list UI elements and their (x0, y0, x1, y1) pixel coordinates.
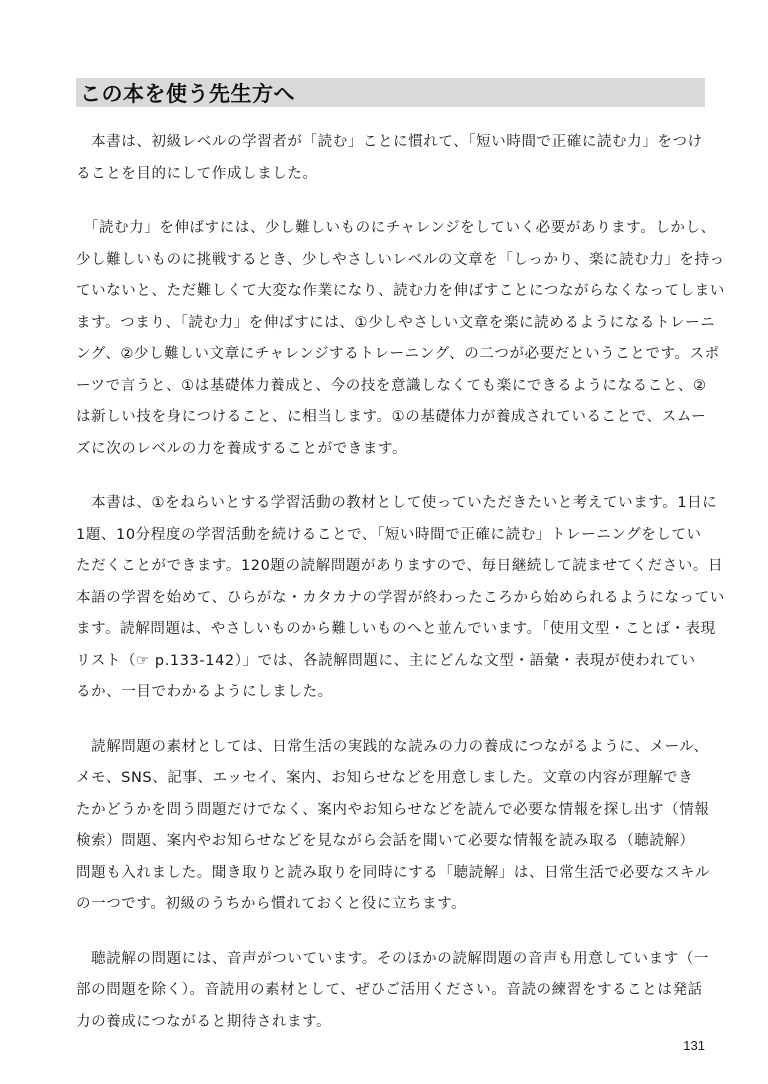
text-line: 本語の学習を始めて、ひらがな・カタカナの学習が終わったころから始められるようになってい (76, 589, 725, 606)
text-line: ます。読解問題は、やさしいものから難しいものへと並んでいます。「使用文型・ことば・表現 (76, 621, 716, 637)
text-line: リスト（☞ p.133-142）」では、各読解問題に、主にどんな文型・語彙・表現が使われてい (76, 652, 696, 669)
text-line: 「読む力」を伸ばすには、少し難しいものにチャレンジをしていく必要があります。しかし、 (76, 220, 716, 236)
text-line: たかどうかを問う問題だけでなく、案内やお知らせなどを読んで必要な情報を探し出す（情報 (76, 801, 710, 818)
paragraph-4 (76, 732, 711, 921)
text-line: 検索）問題、案内やお知らせなどを見ながら会話を聞いて必要な情報を読み取る（聴読解） (76, 833, 695, 849)
body-text (76, 127, 726, 1061)
paragraph-5 (76, 944, 710, 1039)
text-line: 部の問題を除く）。音読用の素材として、ぜひご活用ください。音読の練習をすることは発話 (76, 982, 703, 998)
text-line: ーツで言うと、①は基礎体力養成と、今の技を意識しなくても楽にできるようになること、② (76, 377, 707, 394)
paragraph-2 (76, 213, 726, 465)
text-line: 少し難しいものに挑戦するとき、少しやさしいレベルの文章を「しっかり、楽に読む力」を持っ (76, 251, 725, 268)
text-line: 問題も入れました。聞き取りと読み取りを同時にする「聴読解」は、日常生活で必要なスキル (76, 864, 711, 881)
text-line: 本書は、初級レベルの学習者が「読む」ことに慣れて、「短い時間で正確に読む力」をつけ (76, 134, 703, 150)
text-line: ていないと、ただ難しくて大変な作業になり、読む力を伸ばすことにつながらなくなってしまい (76, 283, 726, 299)
paragraph-3 (76, 488, 725, 709)
text-line: 読解問題の素材としては、日常生活の実践的な読みの力の養成につながるように、メール、 (76, 738, 709, 755)
section-heading: この本を使う先生方へ (80, 81, 295, 106)
text-line: ズに次のレベルの力を養成することができます。 (76, 440, 408, 457)
text-line: ます。つまり、「読む力」を伸ばすには、①少しやさしい文章を楽に読めるようになるトレーニ (76, 314, 716, 331)
section-heading-bar (76, 78, 705, 107)
paragraph-1 (76, 127, 706, 190)
text-line: ることを目的にして作成しました。 (76, 165, 318, 182)
text-line: メモ、SNS、記事、エッセイ、案内、お知らせなどを用意しました。文章の内容が理解でき (76, 770, 694, 786)
text-line: ング、②少し難しい文章にチャレンジするトレーニング、の二つが必要だということです。スポ (76, 346, 720, 362)
page-number: 131 (683, 1038, 705, 1053)
text-line: 力の養成につながると期待されます。 (76, 1013, 332, 1030)
text-line: ただくことができます。120題の読解問題がありますので、毎日継続して読ませてください。日 (76, 558, 724, 574)
text-line: は新しい技を身につけること、に相当します。①の基礎体力が養成されていることで、スムー (76, 409, 707, 425)
text-line: 聴読解の問題には、音声がついています。そのほかの読解問題の音声も用意しています（一 (76, 950, 710, 967)
text-line: の一つです。初級のうちから慣れておくと役に立ちます。 (76, 896, 467, 912)
text-line: るか、一目でわかるようにしました。 (76, 684, 333, 700)
text-line: 1題、10分程度の学習活動を続けることで、「短い時間で正確に読む」トレーニングをしてい (76, 526, 702, 543)
text-line: 本書は、①をねらいとする学習活動の教材として使っていただきたいと考えています。1日に (76, 495, 718, 511)
